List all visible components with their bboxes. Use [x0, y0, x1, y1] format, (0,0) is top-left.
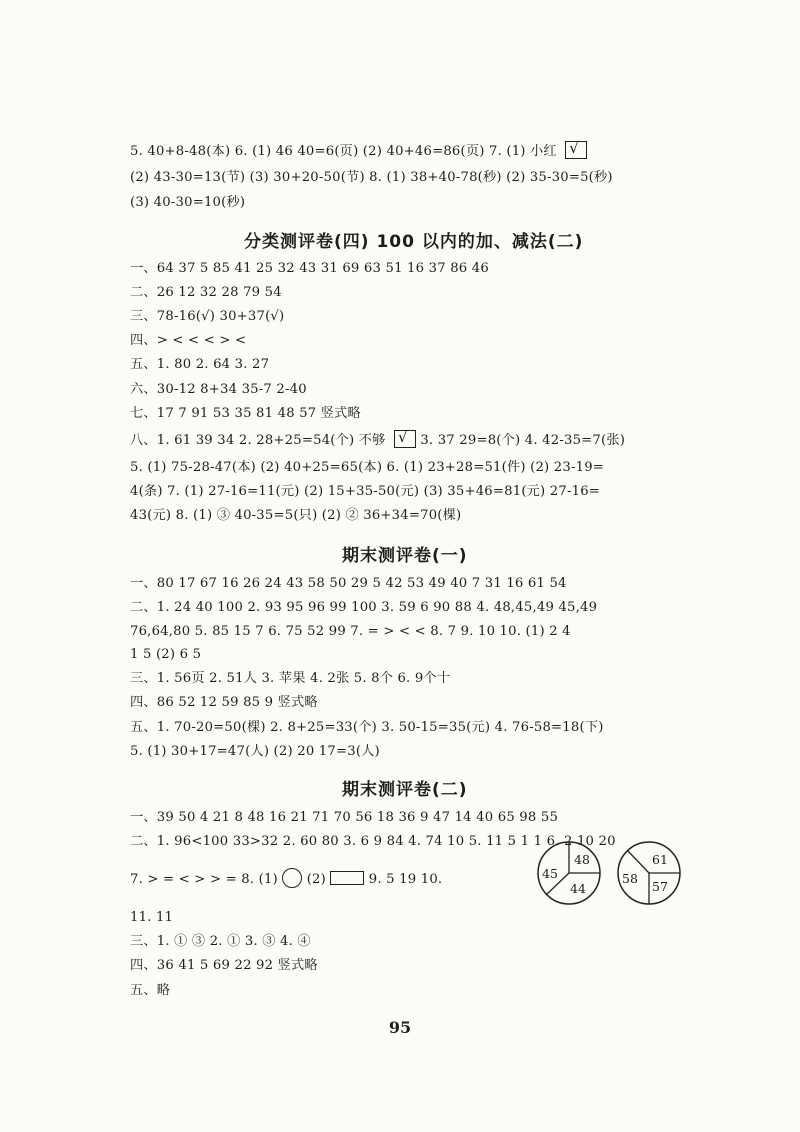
section-four-line: 4(条) 7. (1) 27-16=11(元) (2) 15+35-50(元) (3) 35+46=81(元) 27-16= — [130, 484, 601, 499]
rectangle-shape-icon — [330, 871, 364, 885]
final-two-title: 期末测评卷(二) — [342, 780, 468, 800]
final-one-line: 二、1. 24 40 100 2. 93 95 96 99 100 3. 59 6 90 88 4. 48,45,49 45,49 — [130, 600, 598, 615]
top-line-3: (3) 40-30=10(秒) — [130, 195, 246, 210]
pie-divider — [628, 851, 649, 873]
final-two-line-3-c: 9. 5 19 10. — [368, 872, 443, 887]
section-four-line: 一、64 37 5 85 41 25 32 43 31 69 63 51 16 37 86 46 — [130, 261, 489, 276]
pie-label: 48 — [574, 852, 590, 867]
section-four-line: 二、26 12 32 28 79 54 — [130, 285, 282, 300]
section-four-line: 七、17 7 91 53 35 81 48 57 竖式略 — [130, 406, 361, 421]
checkmark-box — [394, 430, 416, 448]
final-two-line: 五、略 — [130, 983, 171, 998]
final-one-line: 76,64,80 5. 85 15 7 6. 75 52 99 7. = > < < 8. 7 9. 10 10. (1) 2 4 — [130, 624, 571, 639]
final-one-line: 三、1. 56页 2. 51人 3. 苹果 4. 2张 5. 8个 6. 9个十 — [130, 671, 451, 686]
section-four-line-8-b: 3. 37 29=8(个) 4. 42-35=7(张) — [420, 433, 626, 448]
section-four-line: 5. (1) 75-28-47(本) (2) 40+25=65(本) 6. (1) 23+28=51(件) (2) 23-19= — [130, 460, 605, 475]
top-line-2: (2) 43-30=13(节) (3) 30+20-50(节) 8. (1) 38+40-78(秒) (2) 35-30=5(秒) — [130, 170, 613, 185]
pie-label: 58 — [622, 871, 638, 886]
final-two-line: 四、36 41 5 69 22 92 竖式略 — [130, 958, 318, 973]
final-one-line: 四、86 52 12 59 85 9 竖式略 — [130, 695, 318, 710]
pie-label: 44 — [570, 881, 586, 896]
top-line-1-text: 5. 40+8-48(本) 6. (1) 46 40=6(页) (2) 40+46=86(页) 7. (1) 小红 — [130, 144, 557, 159]
final-two-line: 一、39 50 4 21 8 48 16 21 71 70 56 18 36 9 47 14 40 65 98 55 — [130, 810, 559, 825]
section-four-line-8 — [130, 430, 625, 451]
pie-diagram-2 — [616, 840, 682, 906]
checkmark-icon: √ — [397, 428, 408, 446]
section-four-line: 43(元) 8. (1) ③ 40-35=5(只) (2) ② 36+34=70(棵) — [130, 508, 462, 523]
checkmark-icon: √ — [569, 139, 579, 157]
checkmark-box — [565, 141, 587, 159]
page-number: 95 — [388, 1018, 412, 1037]
final-two-line: 二、1. 96<100 33>32 2. 60 80 3. 6 9 84 4. 74 10 5. 11 5 1 1 6. 2 10 20 — [130, 834, 616, 849]
section-four-line: 五、1. 80 2. 64 3. 27 — [130, 357, 270, 372]
final-one-title: 期末测评卷(一) — [342, 546, 468, 566]
pie-label: 45 — [542, 866, 558, 881]
section-four-line: 六、30-12 8+34 35-7 2-40 — [130, 382, 307, 397]
top-line-1 — [130, 141, 587, 162]
pie-diagram-1 — [536, 840, 602, 906]
pie-label: 61 — [652, 852, 668, 867]
final-one-line: 1 5 (2) 6 5 — [130, 647, 202, 662]
final-two-line: 三、1. ① ③ 2. ① 3. ③ 4. ④ — [130, 934, 311, 949]
final-one-line: 五、1. 70-20=50(棵) 2. 8+25=33(个) 3. 50-15=35(元) 4. 76-58=18(下) — [130, 720, 604, 735]
section-four-line: 四、> < < < > < — [130, 333, 247, 348]
section-four-line-8-a: 八、1. 61 39 34 2. 28+25=54(个) 不够 — [130, 433, 386, 448]
final-one-line: 一、80 17 67 16 26 24 43 58 50 29 5 42 53 49 40 7 31 16 61 54 — [130, 576, 567, 591]
circle-shape-icon — [282, 868, 302, 888]
section-four-title: 分类测评卷(四) 100 以内的加、减法(二) — [244, 232, 584, 252]
final-two-line-3-b: (2) — [306, 872, 326, 887]
final-two-line: 11. 11 — [130, 910, 174, 925]
final-two-line-3-a: 7. > = < > > = 8. (1) — [130, 872, 278, 887]
final-two-line-3 — [130, 868, 442, 890]
section-four-line: 三、78-16(√) 30+37(√) — [130, 309, 285, 324]
final-one-line: 5. (1) 30+17=47(人) (2) 20 17=3(人) — [130, 744, 380, 759]
pie-label: 57 — [652, 879, 668, 894]
